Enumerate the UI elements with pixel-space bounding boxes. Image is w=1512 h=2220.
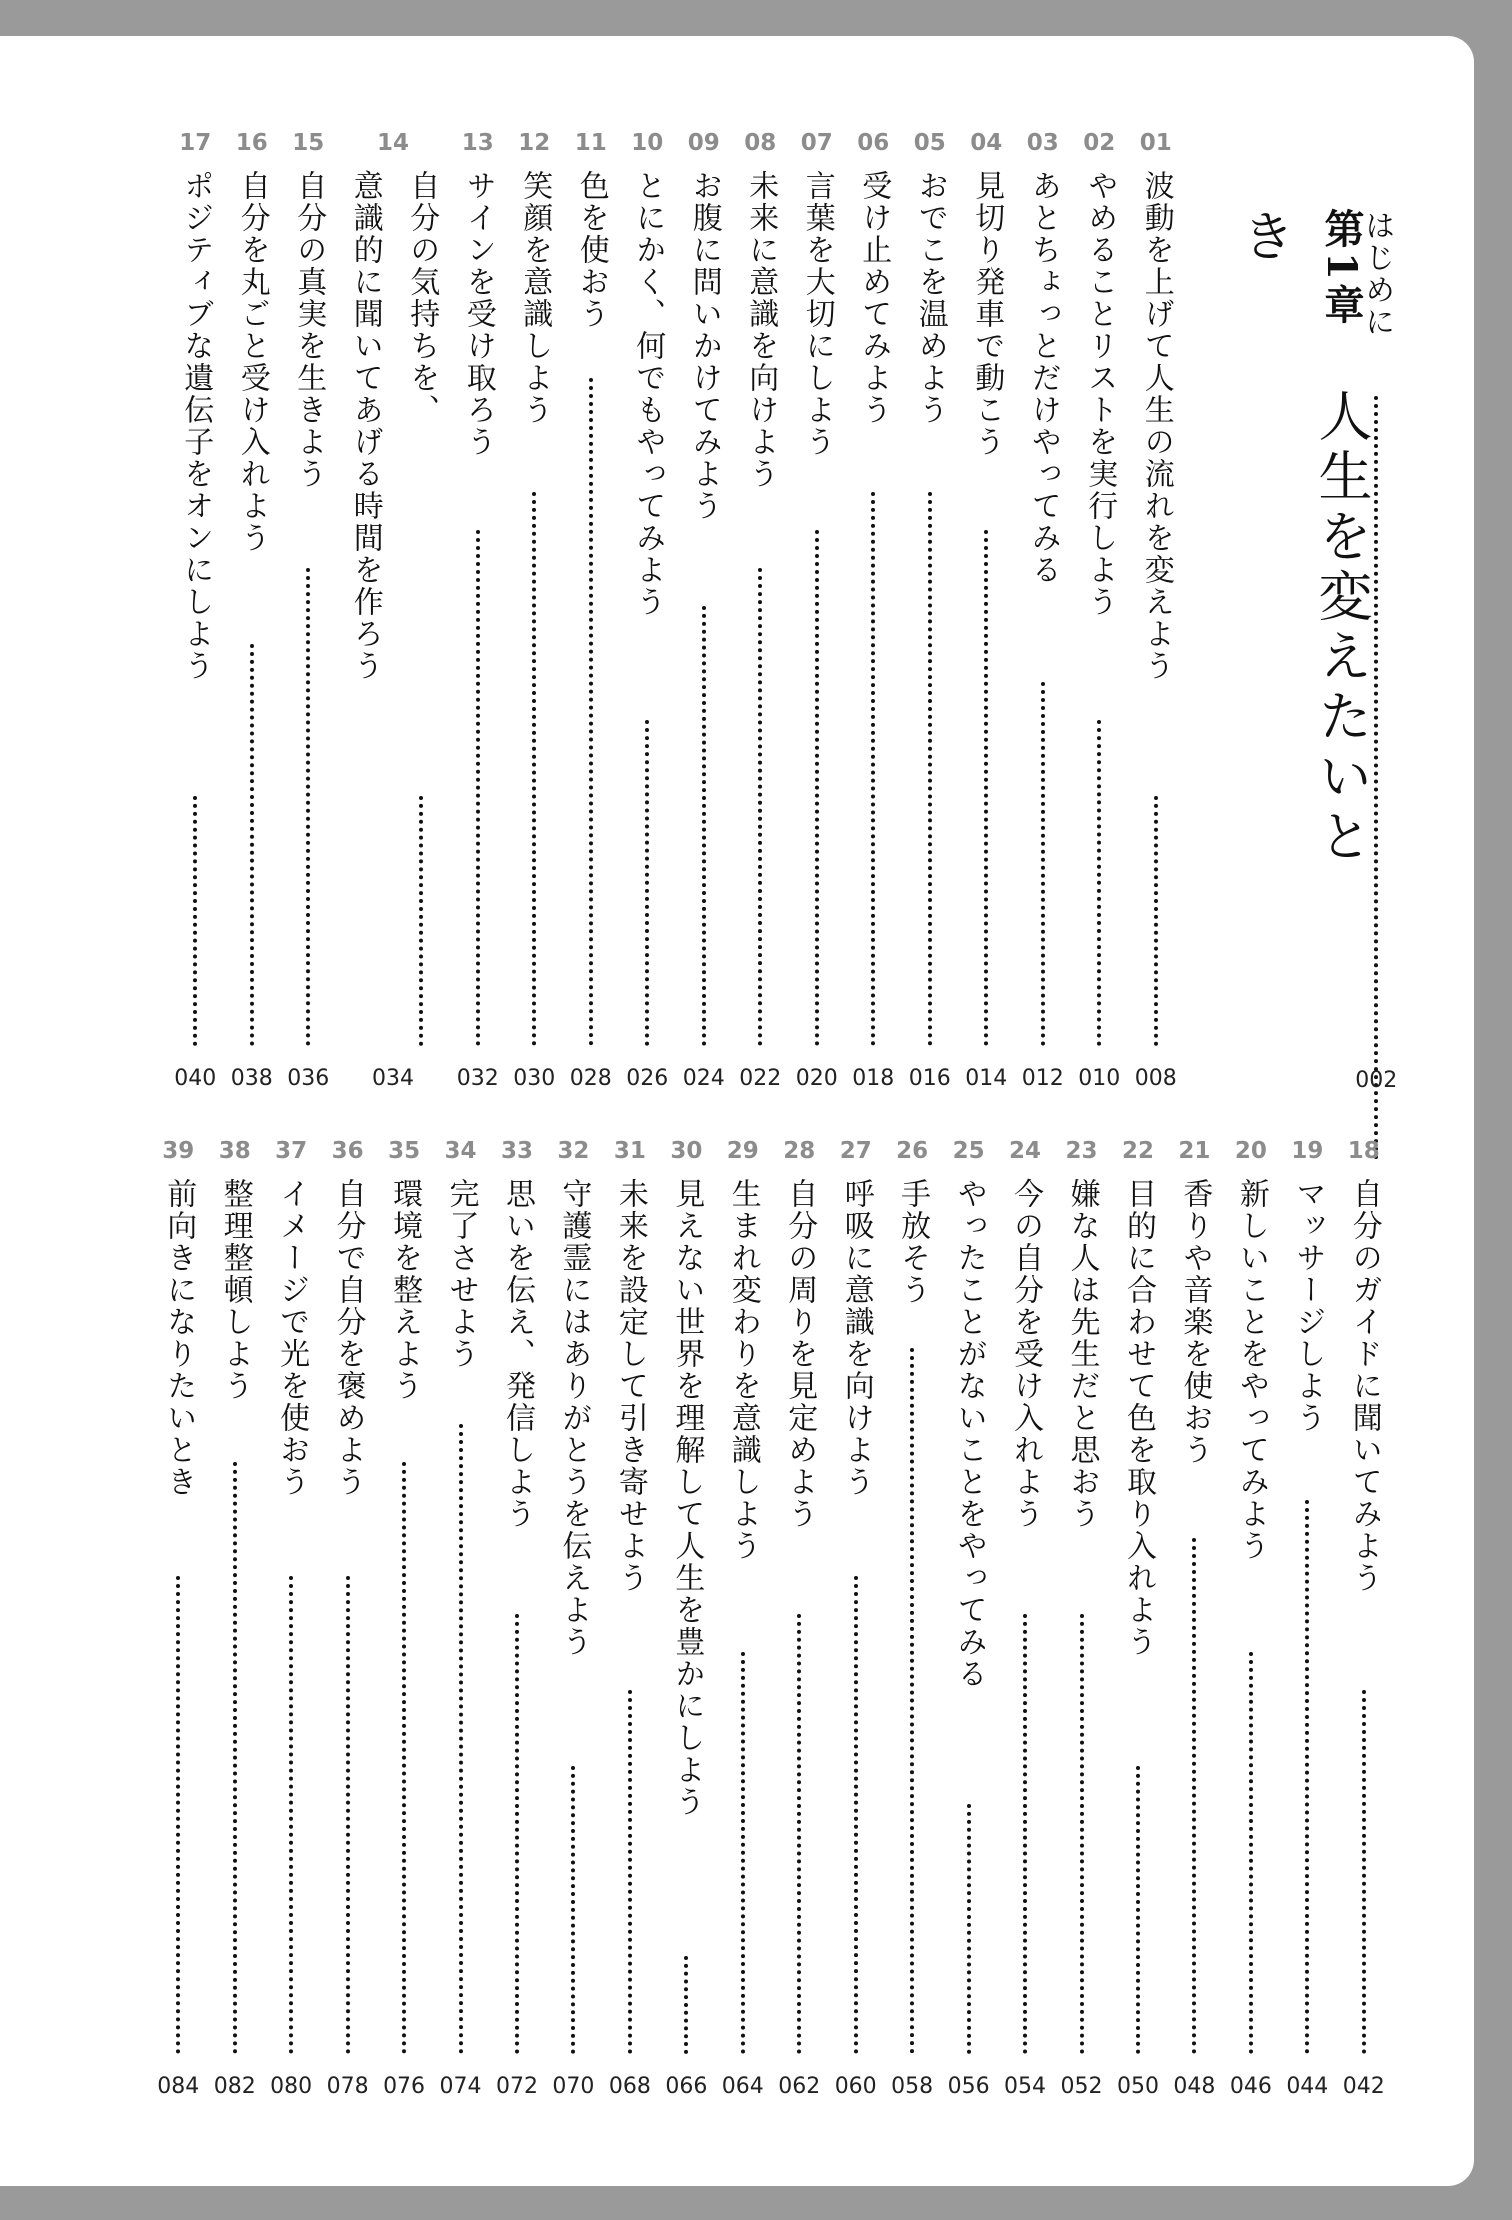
page-number: 056 (947, 2074, 990, 2099)
dot-leader (702, 606, 706, 1046)
dot-leader (1154, 796, 1158, 1046)
entry-number: 28 (783, 1138, 816, 1164)
entry-title: 未来を設定して引き寄せよう (612, 1178, 648, 1594)
toc-entry[interactable] (997, 1138, 1053, 2100)
page-number: 050 (1116, 2074, 1159, 2099)
toc-entry[interactable] (280, 130, 337, 1092)
entry-title: 守護霊にはありがとうを伝えよう (556, 1178, 592, 1658)
dot-leader (645, 720, 649, 1046)
dot-leader (815, 530, 819, 1046)
entry-title: 色を使おう (573, 170, 609, 330)
dot-leader (797, 1614, 801, 2054)
dot-leader (589, 378, 593, 1046)
entry-title: サインを受け取ろう (460, 170, 496, 458)
entry-number: 02 (1083, 130, 1116, 156)
dot-leader (459, 1424, 463, 2054)
dot-leader (1192, 1538, 1196, 2054)
page-number: 062 (778, 2074, 821, 2099)
entry-number: 37 (275, 1138, 308, 1164)
entry-title: おでこを温めよう (912, 170, 948, 426)
toc-entry[interactable] (1166, 1138, 1222, 2100)
toc-entry[interactable] (167, 130, 224, 1092)
entry-number: 26 (896, 1138, 929, 1164)
dot-leader (1305, 1500, 1309, 2054)
toc-entry[interactable] (827, 1138, 883, 2100)
dot-leader (571, 1766, 575, 2054)
toc-entry[interactable] (958, 130, 1015, 1092)
page-number: 054 (1004, 2074, 1047, 2099)
page-number: 008 (1134, 1066, 1177, 1091)
toc-entry[interactable] (940, 1138, 996, 2100)
toc-entry[interactable] (224, 130, 281, 1092)
entry-title: 手放そう (895, 1178, 931, 1306)
dot-leader (967, 1804, 971, 2054)
page-number: 060 (834, 2074, 877, 2099)
page-number: 066 (665, 2074, 708, 2099)
entry-number: 25 (952, 1138, 985, 1164)
dot-leader (402, 1462, 406, 2054)
toc-entry[interactable] (715, 1138, 771, 2100)
page-number: 084 (157, 2074, 200, 2099)
entry-number: 10 (631, 130, 664, 156)
entry-number: 21 (1178, 1138, 1211, 1164)
toc-top-block (150, 130, 1184, 1092)
dot-leader (854, 1576, 858, 2054)
entry-title: 呼吸に意識を向けよう (838, 1178, 874, 1498)
page-number: 044 (1286, 2074, 1329, 2099)
entry-number: 39 (162, 1138, 195, 1164)
entry-title: 見切り発車で動こう (969, 170, 1005, 458)
page-number: 076 (383, 2074, 426, 2099)
entry-number: 36 (331, 1138, 364, 1164)
entry-title: 香りや音楽を使おう (1177, 1178, 1213, 1466)
entry-number: 35 (388, 1138, 421, 1164)
dot-leader (233, 1462, 237, 2054)
dot-leader (1249, 1652, 1253, 2054)
dot-leader (1041, 682, 1045, 1046)
page-number: 030 (513, 1066, 556, 1091)
page-number: 034 (372, 1066, 414, 1091)
page-number: 038 (230, 1066, 273, 1091)
dot-leader (515, 1614, 519, 2054)
dot-leader (871, 492, 875, 1046)
page-number: 080 (270, 2074, 313, 2099)
page-number: 074 (439, 2074, 482, 2099)
toc-entry[interactable] (771, 1138, 827, 2100)
toc-entry[interactable] (1053, 1138, 1109, 2100)
chapter-title: 人生を変えたいとき (1233, 208, 1373, 868)
entry-number: 19 (1291, 1138, 1324, 1164)
entry-number: 29 (726, 1138, 759, 1164)
entry-title: 前向きになりたいとき (161, 1178, 197, 1498)
page-number: 070 (552, 2074, 595, 2099)
page-number: 032 (456, 1066, 499, 1091)
toc-entry[interactable] (206, 1138, 262, 2100)
entry-title: 思いを伝え、発信しよう (499, 1178, 535, 1530)
entry-number: 33 (500, 1138, 533, 1164)
dot-leader (419, 796, 423, 1046)
toc-entry[interactable] (732, 130, 789, 1092)
entry-title: マッサージしよう (1290, 1178, 1326, 1434)
entry-title: イメージで光を使おう (274, 1178, 310, 1498)
dot-leader (1023, 1614, 1027, 2054)
page-number: 064 (721, 2074, 764, 2099)
entry-title: 自分の真実を生きよう (291, 170, 327, 490)
page-number: 072 (495, 2074, 538, 2099)
entry-number: 05 (913, 130, 946, 156)
entry-number: 38 (218, 1138, 251, 1164)
entry-number: 31 (613, 1138, 646, 1164)
entry-title: 自分の周りを見定めよう (782, 1178, 818, 1530)
page-number: 068 (608, 2074, 651, 2099)
entry-title: やったことがないことをやってみる (951, 1178, 987, 1690)
dot-leader (176, 1576, 180, 2054)
entry-number: 11 (574, 130, 607, 156)
entry-number: 18 (1347, 1138, 1380, 1164)
entry-number: 03 (1026, 130, 1059, 156)
page-number: 002 (1355, 1068, 1398, 1093)
toc-entry[interactable] (1110, 1138, 1166, 2100)
toc-entry[interactable] (432, 1138, 488, 2100)
toc-entry[interactable] (658, 1138, 714, 2100)
entry-number: 17 (179, 130, 212, 156)
entry-number: 13 (461, 130, 494, 156)
entry-number: 23 (1065, 1138, 1098, 1164)
dot-leader (758, 568, 762, 1046)
dot-leader (1080, 1614, 1084, 2054)
dot-leader (741, 1652, 745, 2054)
toc-entry[interactable] (902, 130, 959, 1092)
dot-leader (684, 1956, 688, 2054)
entry-number: 22 (1121, 1138, 1154, 1164)
page-number: 082 (213, 2074, 256, 2099)
dot-leader (250, 644, 254, 1046)
entry-title: 環境を整えよう (387, 1178, 423, 1402)
entry-number: 30 (670, 1138, 703, 1164)
toc-entry[interactable] (337, 130, 450, 1092)
entry-number: 32 (557, 1138, 590, 1164)
entry-title: 笑顔を意識しよう (517, 170, 553, 426)
dot-leader (1362, 1690, 1366, 2054)
dot-leader (628, 1690, 632, 2054)
dot-leader (928, 492, 932, 1046)
entry-title: ポジティブな遺伝子をオンにしよう (178, 170, 214, 682)
toc-entry[interactable] (884, 1138, 940, 2100)
toc-entry[interactable] (1128, 130, 1185, 1092)
page-number: 024 (682, 1066, 725, 1091)
entry-title: 自分で自分を褒めよう (330, 1178, 366, 1498)
entry-number: 09 (687, 130, 720, 156)
page-number: 022 (739, 1066, 782, 1091)
page-number: 048 (1173, 2074, 1216, 2099)
toc-entry[interactable] (489, 1138, 545, 2100)
toc-entry[interactable] (602, 1138, 658, 2100)
dot-leader (289, 1576, 293, 2054)
entry-number: 14 (376, 130, 409, 156)
page-number: 020 (795, 1066, 838, 1091)
page-number: 046 (1229, 2074, 1272, 2099)
entry-title: あとちょっとだけやってみる (1025, 170, 1061, 586)
toc-entry[interactable] (619, 130, 676, 1092)
page-number: 042 (1342, 2074, 1385, 2099)
entry-title: やめることリストを実行しよう (1082, 170, 1118, 618)
entry-title: とにかく、何でもやってみよう (630, 170, 666, 618)
dot-leader (476, 530, 480, 1046)
toc-entry[interactable] (545, 1138, 601, 2100)
page-number: 018 (852, 1066, 895, 1091)
entry-title: 嫌な人は先生だと思おう (1064, 1178, 1100, 1530)
entry-number: 15 (292, 130, 325, 156)
entry-title: 波動を上げて人生の流れを変えよう (1138, 170, 1174, 682)
page-number: 028 (569, 1066, 612, 1091)
dot-leader (910, 1348, 914, 2054)
page-number: 014 (965, 1066, 1008, 1091)
entry-number: 12 (518, 130, 551, 156)
toc-entry[interactable] (676, 130, 733, 1092)
entry-title: 言葉を大切にしよう (799, 170, 835, 458)
page-number: 058 (891, 2074, 934, 2099)
toc-entry[interactable] (263, 1138, 319, 2100)
dot-leader (193, 796, 197, 1046)
page-number: 052 (1060, 2074, 1103, 2099)
toc-entry[interactable] (1223, 1138, 1279, 2100)
toc-entry[interactable] (1015, 130, 1072, 1092)
entry-number: 24 (1009, 1138, 1042, 1164)
toc-entry[interactable] (1336, 1138, 1392, 2100)
dot-leader (532, 492, 536, 1046)
toc-entry[interactable] (789, 130, 846, 1092)
dot-leader (1097, 720, 1101, 1046)
dot-leader (306, 568, 310, 1046)
intro-title: はじめに (1359, 210, 1395, 338)
toc-entry[interactable] (845, 130, 902, 1092)
dot-leader (984, 530, 988, 1046)
toc-entry[interactable] (1071, 130, 1128, 1092)
entry-number: 07 (800, 130, 833, 156)
toc-entry[interactable] (506, 130, 563, 1092)
page-number: 016 (908, 1066, 951, 1091)
entry-title: 今の自分を受け入れよう (1008, 1178, 1044, 1530)
entry-number: 16 (235, 130, 268, 156)
entry-title: 受け止めてみよう (856, 170, 892, 426)
toc-entry[interactable] (150, 1138, 206, 2100)
entry-title: 見えない世界を理解して人生を豊かにしよう (669, 1178, 705, 1818)
entry-number: 08 (744, 130, 777, 156)
page-number: 040 (174, 1066, 217, 1091)
entry-number: 20 (1234, 1138, 1267, 1164)
toc-entry[interactable] (563, 130, 620, 1092)
toc-bottom-block (150, 1138, 1392, 2100)
entry-title: 新しいことをやってみよう (1233, 1178, 1269, 1562)
entry-number: 34 (444, 1138, 477, 1164)
toc-page (0, 36, 1474, 2186)
entry-title: 整理整頓しよう (217, 1178, 253, 1402)
page-number: 026 (626, 1066, 669, 1091)
entry-number: 01 (1139, 130, 1172, 156)
page-number: 010 (1078, 1066, 1121, 1091)
toc-entry[interactable] (1279, 1138, 1335, 2100)
entry-number: 27 (839, 1138, 872, 1164)
dot-leader (346, 1576, 350, 2054)
chapter-heading (1226, 208, 1380, 908)
entry-number: 04 (970, 130, 1003, 156)
entry-number: 06 (857, 130, 890, 156)
toc-entry[interactable] (450, 130, 507, 1092)
entry-title: お腹に問いかけてみよう (686, 170, 722, 522)
entry-title: 自分を丸ごと受け入れよう (234, 170, 270, 554)
chapter-label: 第1章 (1318, 208, 1365, 328)
entry-title: 完了させよう (443, 1178, 479, 1370)
entry-title: 自分のガイドに聞いてみよう (1346, 1178, 1382, 1594)
page-number: 036 (287, 1066, 330, 1091)
dot-leader (1136, 1766, 1140, 2054)
entry-title: 自分の気持ちを、 (404, 170, 440, 426)
toc-entry[interactable] (376, 1138, 432, 2100)
page-number: 078 (326, 2074, 369, 2099)
page-number: 012 (1021, 1066, 1064, 1091)
entry-title: 目的に合わせて色を取り入れよう (1120, 1178, 1156, 1658)
entry-title: 生まれ変わりを意識しよう (725, 1178, 761, 1562)
toc-entry[interactable] (319, 1138, 375, 2100)
entry-title-line2: 意識的に聞いてあげる時間を作ろう (347, 170, 383, 682)
entry-title: 未来に意識を向けよう (743, 170, 779, 490)
